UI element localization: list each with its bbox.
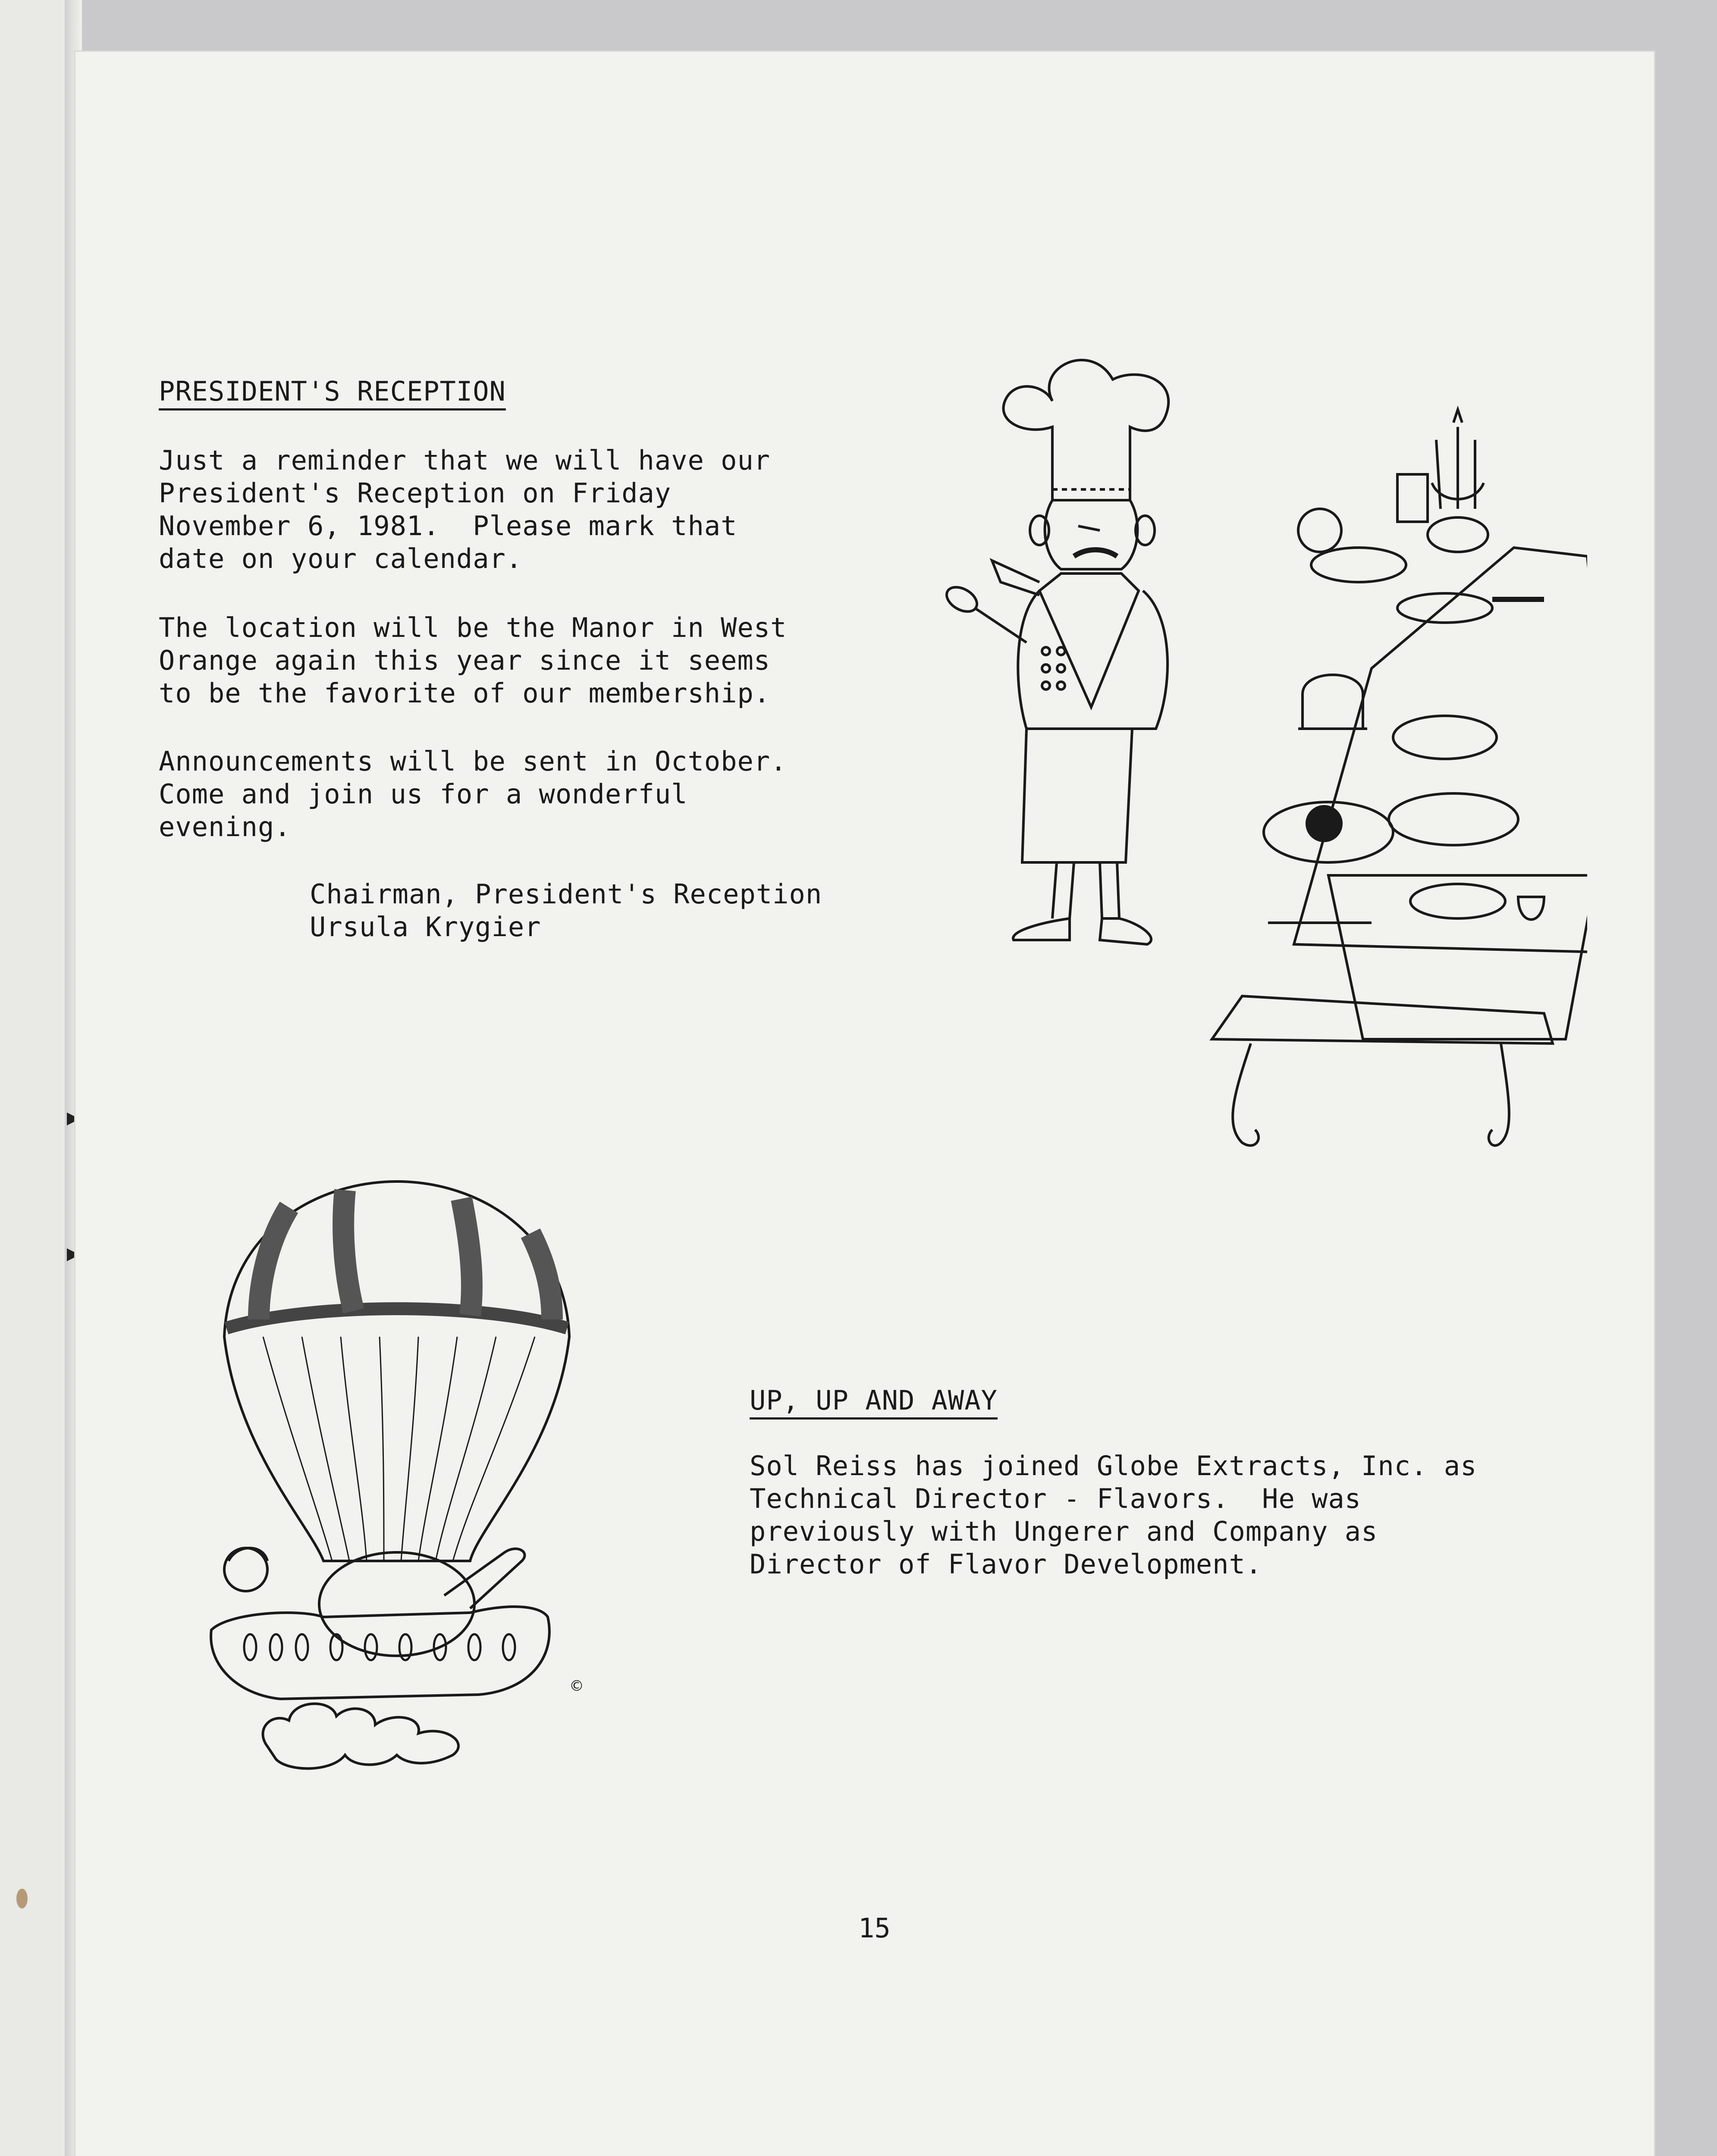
reception-paragraph-3-line-1: Announcements will be sent in October. [159,746,787,777]
copyright-mark: © [569,1677,584,1695]
reception-paragraph-2-line-1: The location will be the Manor in West [159,612,787,643]
page-number: 15 [858,1912,891,1944]
reception-paragraph-2-line-3: to be the favorite of our membership. [159,677,771,709]
reception-signature-title: Chairman, President's Reception [310,878,822,910]
reception-paragraph-1-line-1: Just a reminder that we will have our [159,445,771,476]
balloon-illustration [203,1173,591,1811]
up-up-away-line-4: Director of Flavor Development. [750,1548,1262,1580]
reception-paragraph-2-line-2: Orange again this year since it seems [159,645,771,676]
up-up-away-line-2: Technical Director - Flavors. He was [750,1483,1362,1514]
reception-paragraph-1-line-4: date on your calendar. [159,543,523,574]
reception-paragraph-1-line-2: President's Reception on Friday [159,477,672,509]
reception-heading: PRESIDENT'S RECEPTION [159,376,506,407]
reception-paragraph-3-line-3: evening. [159,811,291,843]
up-up-away-heading: UP, UP AND AWAY [750,1385,998,1416]
reception-paragraph-1-line-3: November 6, 1981. Please mark that [159,510,738,542]
chef-buffet-illustration [897,341,1587,1169]
reception-signature-name: Ursula Krygier [310,911,541,943]
paper-stain [16,1889,28,1908]
up-up-away-line-1: Sol Reiss has joined Globe Extracts, Inc. as [750,1450,1477,1482]
up-up-away-line-3: previously with Ungerer and Company as [750,1516,1378,1547]
reception-paragraph-3-line-2: Come and join us for a wonderful [159,778,688,810]
